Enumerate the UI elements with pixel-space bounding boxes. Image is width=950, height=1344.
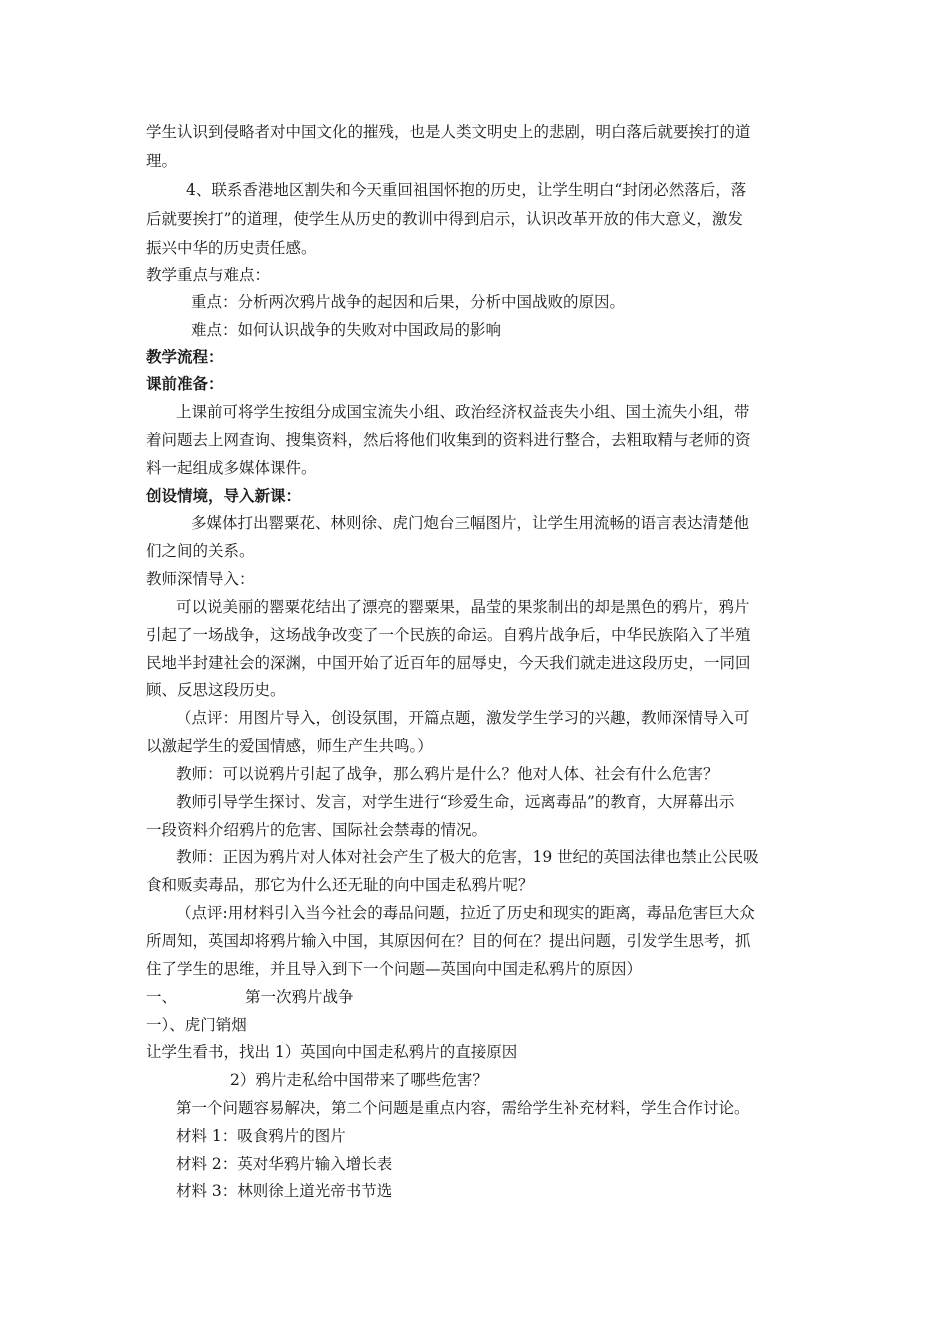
paragraph-line: 振兴中华的历史责任感。	[146, 239, 317, 257]
comment-line: （点评:用材料引入当今社会的毒品问题，拉近了历史和现实的距离，毒品危害巨大众	[176, 904, 755, 922]
material-item: 材料 1：吸食鸦片的图片	[176, 1127, 346, 1145]
subsection-title: 一）、虎门销烟	[146, 1016, 247, 1034]
paragraph-line: 着问题去上网查询、搜集资料，然后将他们收集到的资料进行整合，去粗取精与老师的资	[146, 431, 751, 449]
key-point: 重点：分析两次鸦片战争的起因和后果，分析中国战败的原因。	[191, 293, 626, 311]
paragraph-line: 们之间的关系。	[146, 542, 255, 560]
paragraph-line: 教师引导学生探讨、发言，对学生进行“珍爱生命，远离毒品”的教育，大屏幕出示	[176, 793, 735, 811]
paragraph-line: 4、联系香港地区割失和今天重回祖国怀抱的历史，让学生明白“封闭必然落后，落	[186, 181, 747, 199]
paragraph-line: 教师：正因为鸦片对人体对社会产生了极大的危害，19 世纪的英国法律也禁止公民吸	[176, 848, 759, 866]
paragraph-line: 引起了一场战争，这场战争改变了一个民族的命运。自鸦片战争后，中华民族陷入了半殖	[146, 626, 751, 644]
section-heading: 教学重点与难点：	[146, 266, 271, 284]
material-item: 材料 3：林则徐上道光帝书节选	[176, 1182, 393, 1200]
section-title: 第一次鸦片战争	[245, 988, 354, 1006]
paragraph-line: 上课前可将学生按组分成国宝流失小组、政治经济权益丧失小组、国土流失小组，带	[176, 403, 750, 421]
paragraph-line: 顾、反思这段历史。	[146, 681, 286, 699]
comment-line: 住了学生的思维，并且导入到下一个问题—英国向中国走私鸦片的原因）	[146, 960, 643, 978]
preparation-heading: 课前准备：	[146, 375, 224, 393]
teaching-flow-heading: 教学流程：	[146, 348, 224, 366]
paragraph-line: 后就要挨打”的道理，使学生从历史的教训中得到启示，认识改革开放的伟大意义，激发	[146, 210, 743, 228]
paragraph-line: 可以说美丽的罂粟花结出了漂亮的罂粟果，晶莹的果浆制出的却是黑色的鸦片，鸦片	[176, 598, 750, 616]
paragraph-line: 多媒体打出罂粟花、林则徐、虎门炮台三幅图片，让学生用流畅的语言表达清楚他	[191, 514, 750, 532]
paragraph-line: 一段资料介绍鸦片的危害、国际社会禁毒的情况。	[146, 821, 488, 839]
material-item: 材料 2：英对华鸦片输入增长表	[176, 1155, 393, 1173]
paragraph-line: 教师：可以说鸦片引起了战争，那么鸦片是什么？他对人体、社会有什么危害？	[176, 765, 719, 783]
difficult-point: 难点：如何认识战争的失败对中国政局的影响	[191, 321, 502, 339]
paragraph-line: 民地半封建社会的深渊，中国开始了近百年的屈辱史，今天我们就走进这段历史，一同回	[146, 654, 751, 672]
question-line: 2）鸦片走私给中国带来了哪些危害？	[230, 1071, 488, 1089]
paragraph-line: 学生认识到侵略者对中国文化的摧残，也是人类文明史上的悲剧，明白落后就要挨打的道	[146, 123, 751, 141]
comment-line: 以激起学生的爱国情感，师生产生共鸣。）	[146, 737, 433, 755]
subheading: 教师深情导入：	[146, 570, 255, 588]
paragraph-line: 理。	[146, 152, 178, 170]
paragraph-line: 第一个问题容易解决，第二个问题是重点内容，需给学生补充材料，学生合作讨论。	[176, 1099, 750, 1117]
paragraph-line: 料一起组成多媒体课件。	[146, 459, 317, 477]
section-number: 一、	[146, 988, 178, 1006]
comment-line: 所周知，英国却将鸦片输入中国，其原因何在？目的何在？提出问题，引发学生思考，抓	[146, 932, 751, 950]
comment-line: （点评：用图片导入，创设氛围，开篇点题，激发学生学习的兴趣，教师深情导入可	[176, 709, 750, 727]
introduction-heading: 创设情境，导入新课：	[146, 487, 302, 505]
paragraph-line: 食和贩卖毒品，那它为什么还无耻的向中国走私鸦片呢？	[146, 876, 534, 894]
question-line: 让学生看书，找出 1）英国向中国走私鸦片的直接原因	[146, 1043, 518, 1061]
